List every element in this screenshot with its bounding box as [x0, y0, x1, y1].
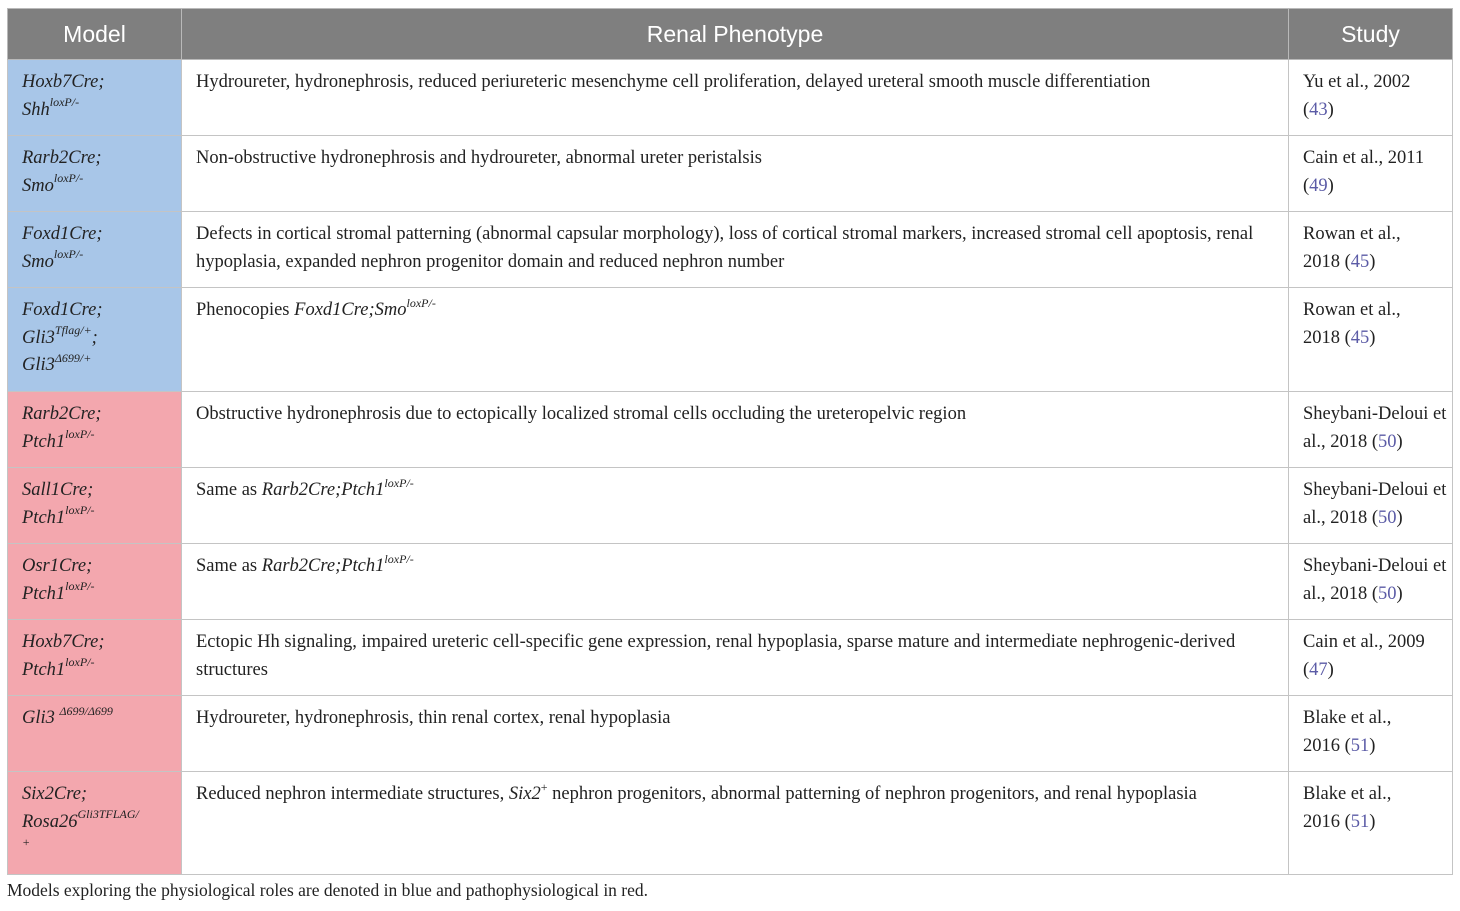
model-cell: Hoxb7Cre; $Ptch1^{loxP/-}$	[8, 620, 182, 696]
reference-link[interactable]: 45	[1350, 251, 1370, 272]
model-cell: Rarb2Cre; Smo$^{loxP/-}$	[8, 136, 182, 212]
reference-link[interactable]: 43	[1309, 99, 1328, 120]
reference-link[interactable]: 50	[1378, 583, 1397, 604]
study-cell: Cain et al., 2011 (49)	[1289, 136, 1453, 212]
header-model: Model	[8, 9, 182, 60]
phenotype-cell: Reduced nephron intermediate structures, Six2+ nephron progenitors, abnormal patterning of nephron progenitors, and renal hypoplasia	[182, 772, 1289, 875]
table-row	[8, 136, 1453, 212]
study-cell: Yu et al., 2002 (43)	[1289, 60, 1453, 136]
phenotype-cell: Obstructive hydronephrosis due to ectopically localized stromal cells occluding the ureteropelvic region	[182, 392, 1289, 468]
table-row	[8, 620, 1453, 696]
phenotype-cell: Phenocopies Foxd1Cre;Smo$^{loxP/-}$	[182, 288, 1289, 392]
table-row	[8, 772, 1453, 875]
phenotype-cell: Hydroureter, hydronephrosis, thin renal cortex, renal hypoplasia	[182, 696, 1289, 772]
table-row	[8, 696, 1453, 772]
model-cell: Rarb2Cre; $Ptch1^{loxP/-}$	[8, 392, 182, 468]
table-row	[8, 288, 1453, 392]
study-cell: Sheybani-Deloui et al., 2018 (50)	[1289, 544, 1453, 620]
study-cell: Sheybani-Deloui et al., 2018 (50)	[1289, 468, 1453, 544]
reference-link[interactable]: 45	[1350, 327, 1370, 348]
reference-link[interactable]: 50	[1378, 507, 1397, 528]
phenotype-cell: Same as $Rarb2Cre;Ptch1^{loxP/-}$	[182, 468, 1289, 544]
model-cell: Foxd1Cre; $Gli3^{Tflag/+}$; $Gli3^{\Delta 699/+}$	[8, 288, 182, 392]
reference-link[interactable]: 51	[1350, 811, 1370, 832]
table-row	[8, 392, 1453, 468]
header-row	[8, 9, 1453, 60]
study-cell: Cain et al., 2009 (47)	[1289, 620, 1453, 696]
reference-link[interactable]: 50	[1378, 431, 1397, 452]
table-row	[8, 468, 1453, 544]
table-row	[8, 212, 1453, 288]
reference-link[interactable]: 49	[1309, 175, 1328, 196]
model-cell: Foxd1Cre; Smo$^{loxP/-}$	[8, 212, 182, 288]
model-cell: Gli3 $^{\Delta 699/\Delta 699}$	[8, 696, 182, 772]
phenotype-cell: Non-obstructive hydronephrosis and hydroureter, abnormal ureter peristalsis	[182, 136, 1289, 212]
phenotype-table	[7, 8, 1453, 875]
model-cell: Osr1Cre; $Ptch1^{loxP/-}$	[8, 544, 182, 620]
study-cell: Rowan et al., 2018 (45)	[1289, 288, 1453, 392]
phenotype-cell: Same as $Rarb2Cre;Ptch1^{loxP/-}$	[182, 544, 1289, 620]
model-cell: Sall1Cre; $Ptch1^{loxP/-}$	[8, 468, 182, 544]
study-cell: Blake et al., 2016 (51)	[1289, 696, 1453, 772]
table-row	[8, 544, 1453, 620]
reference-link[interactable]: 47	[1309, 659, 1328, 680]
header-renal-phenotype: Renal Phenotype	[182, 9, 1289, 60]
table-row	[8, 60, 1453, 136]
header-study: Study	[1289, 9, 1453, 60]
study-cell: Sheybani-Deloui et al., 2018 (50)	[1289, 392, 1453, 468]
study-cell: Blake et al., 2016 (51)	[1289, 772, 1453, 875]
phenotype-cell: Ectopic Hh signaling, impaired ureteric cell-specific gene expression, renal hypoplasia, sparse mature and intermediate nephrogenic-derived structures	[182, 620, 1289, 696]
phenotype-cell: Defects in cortical stromal patterning (abnormal capsular morphology), loss of cortical stromal markers, increased stromal cell apoptosis, renal hypoplasia, expanded nephron progenitor domain and reduced nephron number	[182, 212, 1289, 288]
model-cell: Hoxb7Cre; Shh$^{loxP/-}$	[8, 60, 182, 136]
table-footnote: Models exploring the physiological roles are denoted in blue and pathophysiological in red.	[7, 880, 649, 900]
study-cell: Rowan et al., 2018 (45)	[1289, 212, 1453, 288]
model-cell: Six2Cre; $Rosa26^{Gli3TFLAG/}$ +	[8, 772, 182, 875]
phenotype-cell: Hydroureter, hydronephrosis, reduced periureteric mesenchyme cell proliferation, delayed ureteral smooth muscle differentiation	[182, 60, 1289, 136]
reference-link[interactable]: 51	[1350, 735, 1370, 756]
